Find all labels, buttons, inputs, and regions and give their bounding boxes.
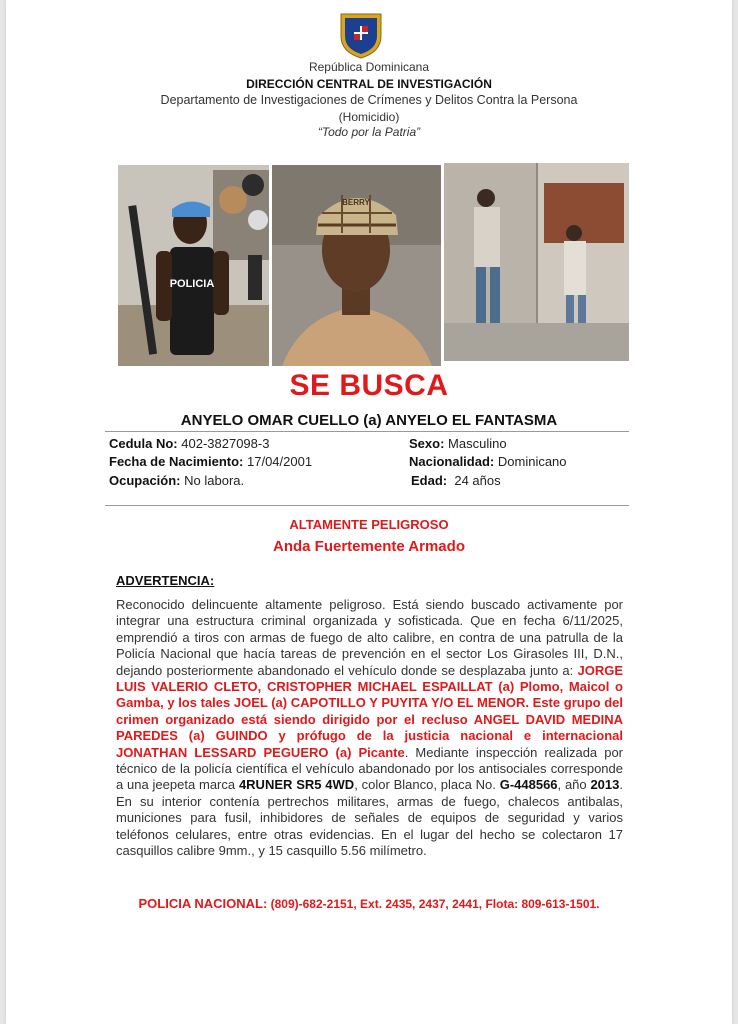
field-edad: Edad: 24 años [411,473,501,488]
field-sexo: Sexo: Masculino [409,436,507,451]
header-subunit: (Homicidio) [338,110,400,124]
vehicle-year: 2013 [590,777,620,793]
header-country: República Dominicana [308,60,430,74]
field-ocupacion: Ocupación: No labora. [109,473,245,488]
contact-footer [0,896,738,911]
wanted-title: SE BUSCA [289,369,449,402]
field-fecha-nacimiento: Fecha de Nacimiento: 17/04/2001 [109,454,313,469]
divider-top [105,431,629,432]
suspect-photo-armed [118,165,269,366]
suspect-name: ANYELO OMAR CUELLO (a) ANYELO EL FANTASMA [180,412,558,429]
advertencia-body: Reconocido delincuente altamente peligroso. Está siendo buscado activamente por integrar una estructura criminal organizada y sofisticada. Que en fecha 6/11/2025, emprendió a tiros con armas de fuego de alto calibre, en contra de una patrulla de la Policía Nacional que hacía tareas de prevención en el sector Los Girasoles III, D.N., dejando posteriormente abandonado el vehículo donde se desplazaba junto a: JORGE LUIS VALERIO CLETO, CRISTOPHER MICHAEL ESPAILLAT (a) Plomo, Maicol o Gamba, y los tales JOEL (a) CAPOTILLO Y PUYITA Y/O EL MENOR. Este grupo del crimen organizado está siendo dirigido por el recluso ANGEL DAVID MEDINA PAREDES (a) GUINDO y prófugo de la justicia nacional e internacional JONATHAN LESSARD PEGUERO (a) Picante. Mediante inspección realizada por técnico de la policía científica el vehículo abandonado por los antisociales corresponde a una jeepeta marca 4RUNER SR5 4WD, color Blanco, placa No. G-448566, año 2013. En su interior contenía pertrechos militares, armas de fuego, chalecos antibalas, municiones para fusil, inhibidores de señales de equipos de seguridad y varios teléfonos celulares, entre otras evidencias. En el lugar del hecho se colectaron 17 casquillos calibre 9mm., y 15 casquillo 5.56 milímetro. [116,597,624,859]
vehicle-plate: G-448566 [499,777,558,793]
header-department: Departamento de Investigaciones de Crímenes y Delitos Contra la Persona [160,93,578,107]
wanted-poster [6,0,732,1024]
police-shield-logo [338,10,384,60]
divider-bottom [105,505,629,506]
surveillance-photo [444,163,629,361]
header-agency: DIRECCIÓN CENTRAL DE INVESTIGACIÓN [246,77,492,91]
footer-contacts: (809)-682-2151, Ext. 2435, 2437, 2441, Flota: 809-613-1501. [270,897,600,911]
suspect-photo-portrait [272,165,441,366]
accomplices-text: JORGE LUIS VALERIO CLETO, CRISTOPHER MICHAEL ESPAILLAT (a) Plomo, Maicol o Gamba, y los tales JOEL (a) CAPOTILLO Y PUYITA Y/O EL MENOR. Este grupo del crimen organizado está siendo dirigido por el recluso ANGEL DAVID MEDINA PAREDES (a) GUINDO y prófugo de la justicia nacional e internacional JONATHAN LESSARD PEGUERO (a) Picante [116,662,623,760]
footer-label: POLICIA NACIONAL: [138,896,268,911]
armed-warning: Anda Fuertemente Armado [273,538,465,555]
advertencia-heading: ADVERTENCIA: [116,573,215,588]
field-nacionalidad: Nacionalidad: Dominicano [409,454,567,469]
vehicle-model: 4RUNER SR5 4WD [238,777,355,793]
danger-warning: ALTAMENTE PELIGROSO [289,517,449,532]
header-motto: “Todo por la Patria” [317,125,421,139]
field-cedula: Cedula No: 402-3827098-3 [109,436,270,451]
vest-label: POLICIA [169,278,215,290]
cap-label: BERRY [342,198,370,207]
